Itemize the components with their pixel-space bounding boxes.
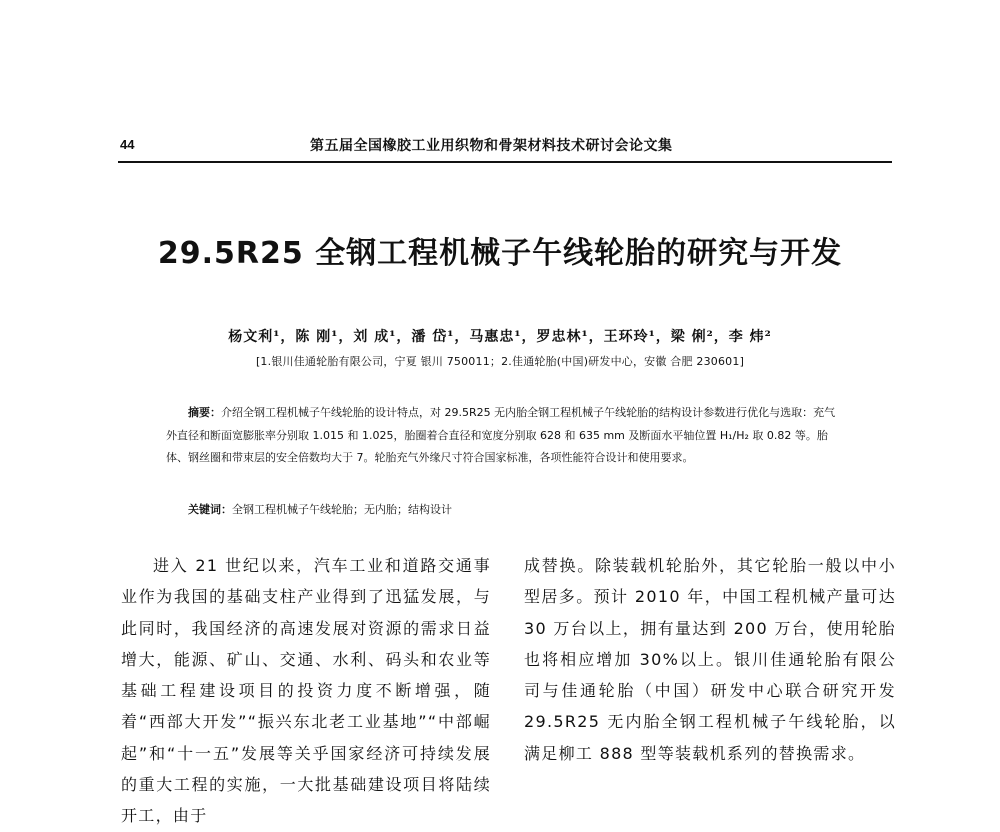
body-paragraph: 进入 21 世纪以来，汽车工业和道路交通事业作为我国的基础支柱产业得到了迅猛发展，与此同时，我国经济的高速发展对资源的需求日益增大，能源、矿山、交通、水利、码头和农业等基础工程建设项目的投资力度不断增强，随着“西部大开发”“振兴东北老工业基地”“中部崛起”和“十一五”发展等关乎国家经济可持续发展的重大工程的实施，一大批基础建设项目将陆续开工，由于: [121, 556, 491, 826]
paper-title: 29.5R25 全钢工程机械子午线轮胎的研究与开发: [157, 236, 843, 271]
body-column-right: [524, 550, 896, 769]
body-paragraph: 成替换。除装载机轮胎外，其它轮胎一般以中小型居多。预计 2010 年，中国工程机械产量可达 30 万台以上，拥有量达到 200 万台，使用轮胎也将相应增加 30%以上。银川佳通轮胎有限公司与佳通轮胎（中国）研发中心联合研究开发 29.5R25 无内胎全钢工程机械子午线轮胎，以满足柳工 888 型等装载机系列的替换需求。: [524, 556, 896, 763]
keywords: [188, 501, 452, 517]
page-number: 44: [120, 137, 135, 152]
body-column-left: [121, 550, 491, 832]
keywords-text: 全钢工程机械子午线轮胎；无内胎；结构设计: [232, 503, 452, 516]
affiliation: [1.银川佳通轮胎有限公司，宁夏 银川 750011；2.佳通轮胎(中国)研发中心，安徽 合肥 230601]: [255, 355, 745, 368]
header-rule: [118, 161, 892, 163]
abstract-text: 介绍全钢工程机械子午线轮胎的设计特点，对 29.5R25 无内胎全钢工程机械子午线轮胎的结构设计参数进行优化与选取：充气外直径和断面宽膨胀率分别取 1.015 和 1.025，胎圈着合直径和宽度分别取 628 和 635 mm 及断面水平轴位置 H₁/H₂ 取 0.82 等。胎体、钢丝圈和带束层的安全倍数均大于 7。轮胎充气外缘尺寸符合国家标准，各项性能符合设计和使用要求。: [166, 406, 836, 464]
abstract-label: 摘要：: [188, 406, 221, 419]
abstract: [166, 402, 846, 470]
author-list: 杨文利¹，陈 刚¹，刘 成¹，潘 岱¹，马惠忠¹，罗忠林¹，王环玲¹，梁 俐²，李 炜²: [228, 329, 772, 345]
running-header: 第五届全国橡胶工业用织物和骨架材料技术研讨会论文集: [310, 138, 673, 154]
keywords-label: 关键词：: [188, 503, 232, 516]
